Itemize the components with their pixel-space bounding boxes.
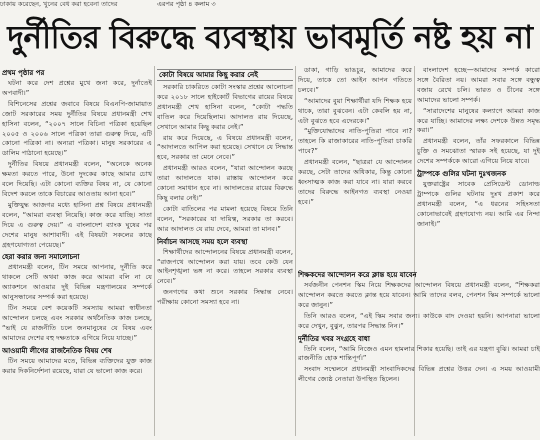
section-subhead: নির্বাচন আসছে সময় হলে ব্যবস্থা [157,237,248,246]
paragraph: প্রধানমন্ত্রী আরও বলেন, “যারা আন্দোলন করছে তারা আদালতে যাক। রাস্তায় আন্দোলন করে কোনো সমাধান হবে না। আদালতের রায়ের বিরুদ্ধে কিছু বলার নেই।” [157,164,293,202]
article-column-1 [2,66,152,440]
paragraph: যুক্তরাষ্ট্রের সাবেক প্রেসিডেন্ট ডোনাল্ড ট্রাম্পকে গুলির ঘটনায় দুঃখ প্রকাশ করে প্রধানমন্ত্রী বলেন, “এ ধরনের সহিংসতা কোনোভাবেই গ্রহণযোগ্য নয়। আমি এর নিন্দা জানাই।” [417,180,540,228]
column-divider [154,66,155,436]
paragraph: ডাকা, গাড়ি ভাঙচুর, আমাদের করে দিয়ে, তাকে তো আইন আপন গতিতে চলবে।” [298,66,412,94]
paragraph: মুক্তিযুদ্ধ আজগর মধ্যে হাসিনা প্রশ্ন বিষয়ে প্রধানমন্ত্রী বলেন, “আমরা ব্যবস্থা নিয়েছি। কাজ করে যাচ্ছি। সাতা দিয়ে এ গুরুত্ব দেয়।” এ বাংলাদেশ ব্যাংক ঘুষের পর দেশের মানুষ আশাবাদী। এই বিষয়টা সকলের কাছে গ্রহণযোগ্যতা পেয়েছে।” [2,200,152,249]
paragraph: তিনি বলেন, “আমি নিজেও এমন হামলার শিকার হয়েছি। তাই এর যন্ত্রণা বুঝি। আমরা চাই রাজনীতি হোক শান্তিপূর্ণ।” [298,344,540,363]
article-column-3 [298,66,412,266]
paragraph: টিন সময়ে বেশ কয়েকটি সমস্যায় আমরা স্বাধীনতা আন্দোলন চলছে এবং সরকার অর্থনৈতিক কাজ চলছে, “ভাই যে রাজনীতি চলে জনমানুষের যে বিষয় এবং আমাদের দেশের বহু দক্ষতাকে এগিয়ে নিয়ে যাচ্ছে।” [2,304,152,342]
paragraph: সরকারি চাকরিতে কোটা সংস্কার প্রশ্নের আলোচনা করে ২০১৮ সালে হাইকোর্ট বিভাগের রায়ের বিষয়ে প্রধানমন্ত্রী শেখ হাসিনা বলেন, “কোটা পদ্ধতি বাতিল করে দিয়েছিলাম। আদালত রায় দিয়েছে, সেখানে আমার কিছু করার নেই।” [157,83,293,131]
continuation-note: এরপর পৃষ্ঠা ৪ কলাম ৩ [157,0,216,8]
paragraph: প্রধানমন্ত্রী বলেন, তাঁর সফরকালে বিভিন্ন চুক্তি ও সমঝোতা স্মারক সই হয়েছে, যা দুই দেশের সম্পর্ককে আরো এগিয়ে নিয়ে যাবে। [417,137,540,166]
boxed-section-title: কোটা বিষয়ে আমার কিছু করার নেই [157,69,293,81]
article-column-2 [157,66,293,440]
section-subhead: আওয়ামী লীগের রাজনৈতিক বিষয় শেষ [2,346,112,355]
paragraph: প্রধানমন্ত্রী বলেন, টিন সময়ে আপনার, দুর্নীতি করে থাকলে সেটি অথবা কাজ করে আমরা বলি না যে অ্যাকশনে আওয়ার দুই বিভিন্ন মন্ত্রণালয়ের সম্পর্কে আনুসন্ধানের সম্পর্ক করা হয়েছে। [2,263,152,302]
paragraph: ঘটনা করে দেশ প্রশ্নের মুখে জনা করে, দুর্নাতেই অপবাদী।” [2,79,152,97]
lower-right-block [298,268,540,440]
top-strip [0,0,540,10]
paragraph: কোটা বাতিলের পর মামলা হয়েছে বিষয়ে তিনি বলেন, “সরকারের যা দায়িত্ব, সরকার তা করবে। আর আদালত যে রায় দেবে, আমরা তা মানব।” [157,204,293,233]
section-subhead: দুর্নীতির খবর সংগ্রহে বাধা [298,334,370,343]
article-column-4 [417,66,540,266]
paragraph: “মুক্তিযোদ্ধাদের নাতি-পুতিরা পাবে না? তাহলে কি রাজাকারের নাতি-পুতিরা চাকরি পাবে?” [298,127,412,156]
kicker: প্রথম পৃষ্ঠার পর [2,69,45,77]
section-subhead: হেরা করার জন্য সমালোচনা [2,253,80,262]
paragraph: শিক্ষার্থীদের আন্দোলনের বিষয়ে প্রধানমন্ত্রী বলেন, “রাজপথে আন্দোলন করা যায়। তবে কেউ যেন আইনশৃঙ্খলা ভঙ্গ না করে। তাহলে সরকার ব্যবস্থা নেবে।” [157,247,293,286]
paragraph: সর্বজনীন পেনশন স্কিম নিয়ে শিক্ষকদের আন্দোলন বিষয়ে প্রধানমন্ত্রী বলেন, “শিক্ষকরা আন্দোলন করতে করতে ক্লান্ত হয়ে যাবেন। আমি তাদের বলব, পেনশন স্কিম সম্পর্কে ভালো করে জানুন।” [298,281,540,309]
paragraph: সংবাদ সম্মেলনে প্রধানমন্ত্রী সাংবাদিকদের বিভিন্ন প্রশ্নের উত্তর দেন। এ সময় আওয়ামী লীগের জ্যেষ্ঠ নেতারা উপস্থিত ছিলেন। [298,365,540,384]
paragraph: “সারাদেশের মানুষের কল্যাণে আমরা কাজ করে যাচ্ছি। আমাদের লক্ষ্য দেশকে উন্নত সমৃদ্ধ করা।” [417,106,540,135]
paragraph: রায় করে দিয়েছে, এ বিষয়ে প্রধানমন্ত্রী বলেন, “আদালতে আপিল করা হয়েছে। সেখানে যে সিদ্ধান্ত হবে, সরকার তা মেনে নেবে।” [157,133,293,162]
paragraph: বাংলাদেশ হচ্ছে—আমাদের সম্পর্ক কারো সঙ্গে বৈরিতা নয়। আমরা সবার সঙ্গে বন্ধুত্ব বজায় রেখে চলি। ভারত ও চীনের সঙ্গে আমাদের ভালো সম্পর্ক। [417,66,540,104]
paragraph: দুর্নীতির বিষয়ে প্রধানমন্ত্রী বলেন, “অনেকে অনেক ক্ষমতা করতে পারে, উনো দুদকের কাছে আমার চোখ বলে দিয়েছি। এটা কোনো ব্যক্তির বিষয় না, যে কোনো বিদেশ করলে তাকে বিচারের আওতায় আনা হবে।” [2,160,152,198]
paragraph: প্রধানমন্ত্রী বলেন, “ছাত্ররা যে আন্দোলন করছে, সেটা তাদের অধিকার, কিন্তু কোনো ধ্বংসাত্মক কাজ করা যাবে না। যারা করবে তাদের বিরুদ্ধে আইনগত ব্যবস্থা নেওয়া হবে।” [298,158,412,206]
main-headline: দুর্নীতির বিরুদ্ধে ব্যবস্থায় ভাবমূর্তি নষ্ট হয় না [7,18,533,56]
section-subhead: শিক্ষকদের আন্দোলন করে ক্লান্ত হয়ে যাবেন [298,271,417,279]
paragraph: টিন সময়ে আমাদের মতে, বিভিন্ন ব্যক্তিদের যুক্ত কাজ করার দিকনির্দেশনা রয়েছে, যারা যে ভালো কাজ করে। [2,356,152,375]
paragraph: জনগণের কথা শুনে সরকার সিদ্ধান্ত নেবে। পরীক্ষায় কোনো সমস্যা হবে না। [157,288,293,307]
previous-story-tail: ঢাকায় করেছেন, খুনের বেধ করা হবেনা তাদের [0,0,118,8]
paragraph: বিশিনেসের প্রশ্নের জবাবে বিষয়ে বিএনপি-জামায়াত জোট সরকারের সময় দুর্নীতির বিষয়ে প্রধানমন্ত্রী শেখ হাসিনা বলেন, “২০০৭ সালে বিচিনা পত্রিকা হয়েছিল ২০০৫ ও ২০০৬ সালে পত্রিকা তারা গুরুত্ব দিয়ে, এটি কোনো পত্রিকা না। অন্যরা পত্রিকা। মানুষ সরকারের এ ডালিম পাঠানো হয়েছে।” [2,99,152,158]
paragraph: তিনি আরও বলেন, “এই স্কিম সবার জন্য। কাউকে বাদ দেওয়া হয়নি। আপনারা ভালো করে দেখুন, বুঝুন, তারপর সিদ্ধান্ত নিন।” [298,311,540,330]
section-subhead: ট্রাম্পকে গুলির ঘটনা দুঃখজনক [417,170,507,179]
paragraph: “আমাদের বুয়া শিক্ষার্থীরা যদি শিক্ষক হয়ে থাকে, তারা বুঝবেন। এটা কেবলি হয় না, এটা বুঝতে হবে এদেরকে।” [298,96,412,125]
column-divider [295,66,296,436]
